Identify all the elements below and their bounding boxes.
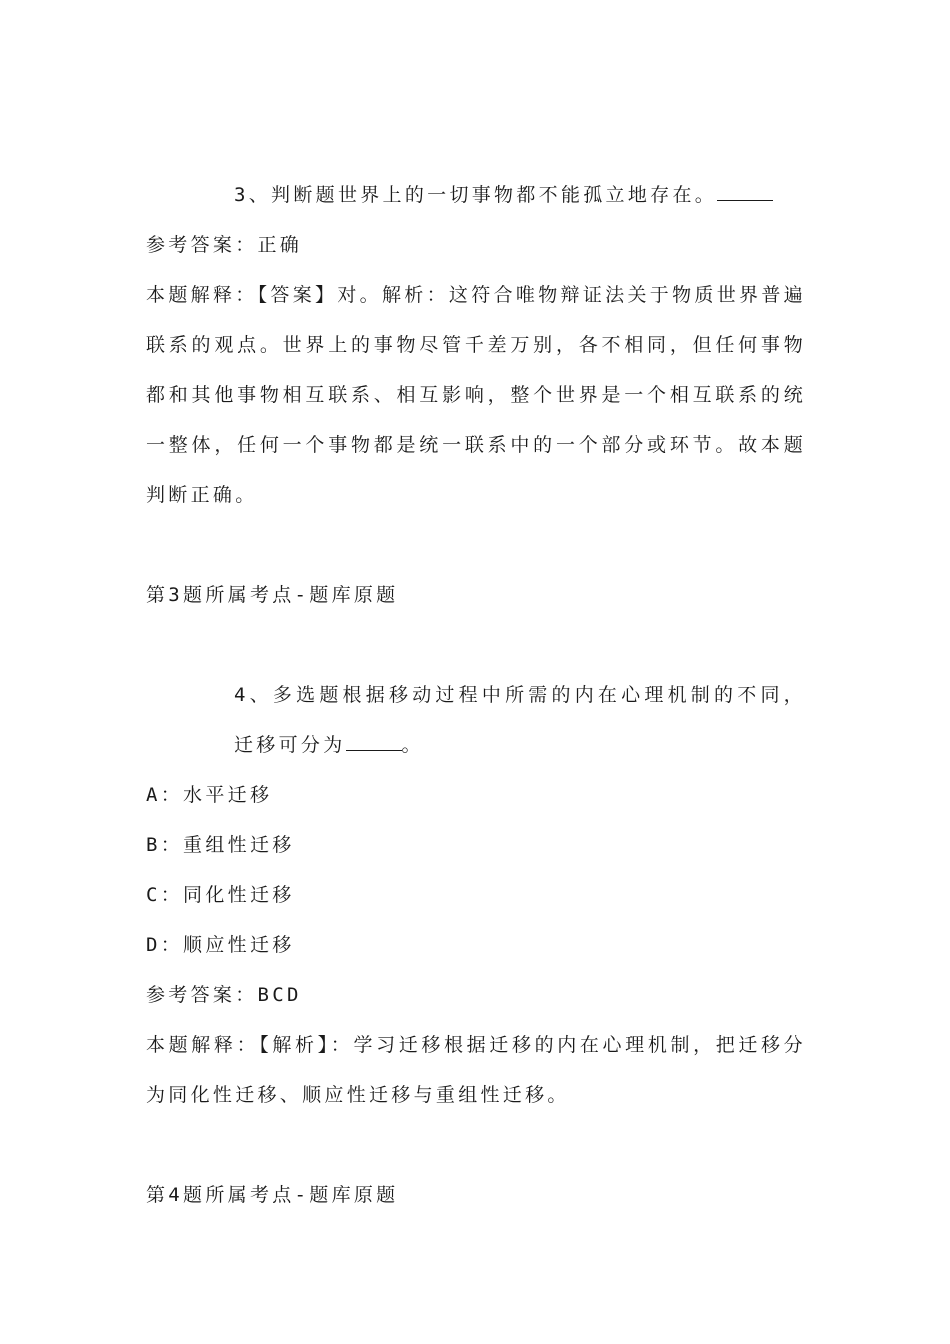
- document-content: [146, 170, 806, 1220]
- q3-point: 第3题所属考点-题库原题: [146, 584, 399, 606]
- q3-stem: [146, 170, 806, 220]
- q4-stem-end: 。: [401, 734, 424, 756]
- q4-option-b: B：重组性迁移: [146, 834, 295, 856]
- q4-stem-text: 4、多选题根据移动过程中所需的内在心理机制的不同，迁移可分为: [234, 684, 806, 756]
- spacer: [146, 520, 806, 570]
- q3-stem-text: 3、判断题世界上的一切事物都不能孤立地存在。: [234, 184, 718, 206]
- q4-option-a: A：水平迁移: [146, 784, 273, 806]
- spacer: [146, 1120, 806, 1170]
- q4-explanation: 本题解释：【解析】：学习迁移根据迁移的内在心理机制，把迁移分为同化性迁移、顺应性迁移与重组性迁移。: [146, 1034, 806, 1106]
- q4-stem: [146, 670, 806, 770]
- q4-answer: 参考答案：BCD: [146, 984, 302, 1006]
- q3-answer-blank: [717, 186, 773, 201]
- q3-answer: 参考答案：正确: [146, 234, 303, 256]
- q4-option-d: D：顺应性迁移: [146, 934, 295, 956]
- q3-explanation: 本题解释：【答案】对。解析：这符合唯物辩证法关于物质世界普遍联系的观点。世界上的事物尽管千差万别，各不相同，但任何事物都和其他事物相互联系、相互影响，整个世界是一个相互联系的统一整体，任何一个事物都是统一联系中的一个部分或环节。故本题判断正确。: [146, 284, 806, 506]
- q4-answer-blank: [346, 736, 402, 751]
- q4-point: 第4题所属考点-题库原题: [146, 1184, 399, 1206]
- spacer: [146, 620, 806, 670]
- q4-option-c: C：同化性迁移: [146, 884, 295, 906]
